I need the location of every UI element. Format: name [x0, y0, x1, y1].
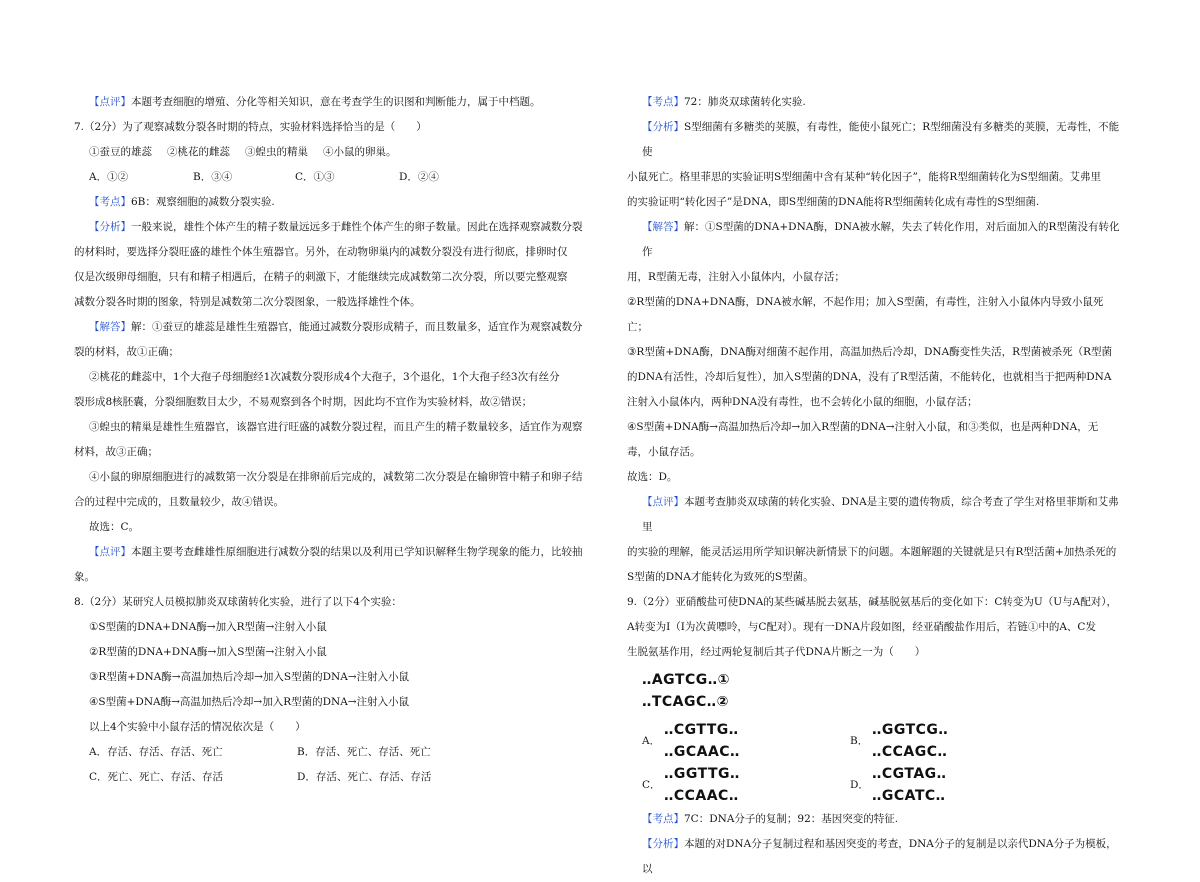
q8-option-c: C．死亡、死亡、存活、存活 — [89, 771, 224, 783]
q7-items: ①蚕豆的雄蕊 ②桃花的雌蕊 ③蝗虫的精巢 ④小鼠的卵巢。 — [89, 146, 397, 158]
q7-fenxi: 【分析】一般来说，雄性个体产生的精子数量远远多于雌性个体产生的卵子数量。因此在选择观察减数分裂 的材料时，要选择分裂旺盛的雄性个体生殖器官。另外，在动物卵巢内的减数分裂没有进行彻底，排卵时仅 仅是次级卵母细胞，只有和精子相遇后，在精子的刺激下，才能继续完成减数第二次分裂，所以要完整观察 减数分裂各时期的图象，特别是减数第二次分裂图象，一般选择雄性个体。 — [74, 221, 583, 308]
q7-jieda: 【解答】解：①蚕豆的雄蕊是雄性生殖器官，能通过减数分裂形成精子，而且数量多，适宜作为观察减数分 裂的材料，故①正确； ②桃花的雌蕊中，1个大孢子母细胞经1次减数分裂形成4个大孢子，3个退化，1个大孢子经3次有丝分 裂形成8核胚囊，分裂细胞数目太少，不易观察到各个时期，因此均不宜作为实验材料，故②错误； ③蝗虫的精巢是雄性生殖器官，该器官进行旺盛的减数分裂过程，而且产生的精子数量较多，适宜作为观察 材料，故③正确； ④小鼠的卵原细胞进行的减数第一次分裂是在排卵前后完成的，减数第二次分裂是在输卵管中精子和卵子结 合的过程中完成的，且数量较少，故④错误。 故选：C。 — [74, 321, 583, 533]
q8-kaodian: 【考点】72：肺炎双球菌转化实验. — [642, 96, 806, 108]
q9-stem-1: 9.（2分）亚硝酸盐可使DNA的某些碱基脱去氨基，碱基脱氨基后的变化如下：C转变为U（U与A配对）， — [627, 596, 1117, 608]
q8-option-d: D．存活、死亡、存活、存活 — [297, 771, 432, 783]
q8-item-4: ④S型菌+DNA酶→高温加热后冷却→加入R型菌的DNA→注射入小鼠 — [89, 696, 410, 708]
q8-stem: 8.（2分）某研究人员模拟肺炎双球菌转化实验，进行了以下4个实验： — [74, 596, 402, 608]
q7-option-b: B．③④ — [193, 171, 233, 183]
q9-option-c: C． ‥GGTTG‥ ‥CCAAC‥ — [642, 766, 740, 804]
q8-options-row-1 — [74, 740, 592, 765]
q9-options-row-2 — [627, 763, 1127, 807]
q9-fenxi: 【分析】本题的对DNA分子复制过程和基因突变的考查，DNA分子的复制是以亲代DNA分子为模板，以 — [642, 838, 1117, 875]
q8-item-1: ①S型菌的DNA+DNA酶→加入R型菌→注射入小鼠 — [89, 621, 327, 633]
q9-option-d: D． ‥CGTAG‥ ‥GCATC‥ — [850, 766, 947, 804]
q9-stem-2: A转变为I（I为次黄嘌呤，与C配对）。现有一DNA片段如图，经亚硝酸盐作用后，若链①中的A、C发 — [627, 621, 1096, 633]
q7-options — [74, 165, 592, 190]
q8-option-b: B．存活、死亡、存活、死亡 — [297, 746, 431, 758]
q7-option-d: D．②④ — [399, 171, 439, 183]
q9-kaodian: 【考点】7C：DNA分子的复制；92：基因突变的特征. — [642, 813, 899, 825]
dna-strand-1: ‥AGTCG‥① — [642, 672, 730, 688]
comment-tag: 【点评】 — [89, 96, 131, 108]
comment-paragraph: 【点评】本题考查细胞的增殖、分化等相关知识，意在考查学生的识图和判断能力，属于中档题。 — [89, 96, 541, 108]
q8-dianping: 【点评】本题考查肺炎双球菌的转化实验、DNA是主要的遗传物质，综合考查了学生对格里菲斯和艾弗里 的实验的理解，能灵活运用所学知识解决新情景下的问题。本题解题的关键就是只有R型活菌+加热杀死的 S型菌的DNA才能转化为致死的S型菌。 — [627, 496, 1119, 583]
q7-kaodian: 【考点】6B：观察细胞的减数分裂实验. — [89, 196, 275, 208]
q9-option-b: B． ‥GGTCG‥ ‥CCAGC‥ — [850, 722, 949, 760]
q8-item-2: ②R型菌的DNA+DNA酶→加入S型菌→注射入小鼠 — [89, 646, 327, 658]
q8-jieda: 【解答】解：①S型菌的DNA+DNA酶，DNA被水解，失去了转化作用，对后面加入的R型菌没有转化作 用，R型菌无毒，注射入小鼠体内，小鼠存活； ②R型菌的DNA+DNA酶，DNA被水解，不起作用；加入S型菌，有毒性，注射入小鼠体内导致小鼠死 亡； ③R型菌+DNA酶，DNA酶对细菌不起作用，高温加热后冷却，DNA酶变性失活，R型菌被杀死（R型菌 的DNA有活性，冷却后复性），加入S型菌的DNA，没有了R型活菌，不能转化，也就相当于把两种DNA 注射入小鼠体内，两种DNA没有毒性，也不会转化小鼠的细胞，小鼠存活； ④S型菌+DNA酶→高温加热后冷却→加入R型菌的DNA→注射入小鼠，和③类似，也是两种DNA，无 毒，小鼠存活。 故选：D。 — [627, 221, 1120, 483]
q8-item-3: ③R型菌+DNA酶→高温加热后冷却→加入S型菌的DNA→注射入小鼠 — [89, 671, 410, 683]
dna-strand-2: ‥TCAGC‥② — [642, 694, 729, 710]
right-column — [627, 90, 1127, 882]
q9-stem-3: 生脱氨基作用，经过两轮复制后其子代DNA片断之一为（ ） — [627, 646, 926, 658]
q8-options-row-2 — [74, 765, 592, 790]
dna-fragment-figure — [627, 669, 1127, 713]
q7-option-a: A．①② — [89, 171, 129, 183]
q9-options-row-1 — [627, 719, 1127, 763]
left-column — [74, 90, 592, 790]
q9-option-a: A． ‥CGTTG‥ ‥GCAAC‥ — [642, 722, 740, 760]
q7-option-c: C．①③ — [295, 171, 335, 183]
q7-stem: 7.（2分）为了观察减数分裂各时期的特点，实验材料选择恰当的是（ ） — [74, 121, 427, 133]
q8-option-a: A．存活、存活、存活、死亡 — [89, 746, 223, 758]
q8-question: 以上4个实验中小鼠存活的情况依次是（ ） — [89, 721, 306, 733]
q7-dianping: 【点评】本题主要考查雌雄性原细胞进行减数分裂的结果以及利用已学知识解释生物学现象的能力，比较抽 象。 — [74, 546, 583, 583]
q8-fenxi: 【分析】S型细菌有多糖类的荚膜，有毒性，能使小鼠死亡；R型细菌没有多糖类的荚膜，无毒性，不能使 小鼠死亡。格里菲思的实验证明S型细菌中含有某种“转化因子”，能将R型细菌转化为S型细菌。艾弗里 的实验证明“转化因子”是DNA，即S型细菌的DNA能将R型细菌转化成有毒性的S型细菌. — [627, 121, 1120, 208]
